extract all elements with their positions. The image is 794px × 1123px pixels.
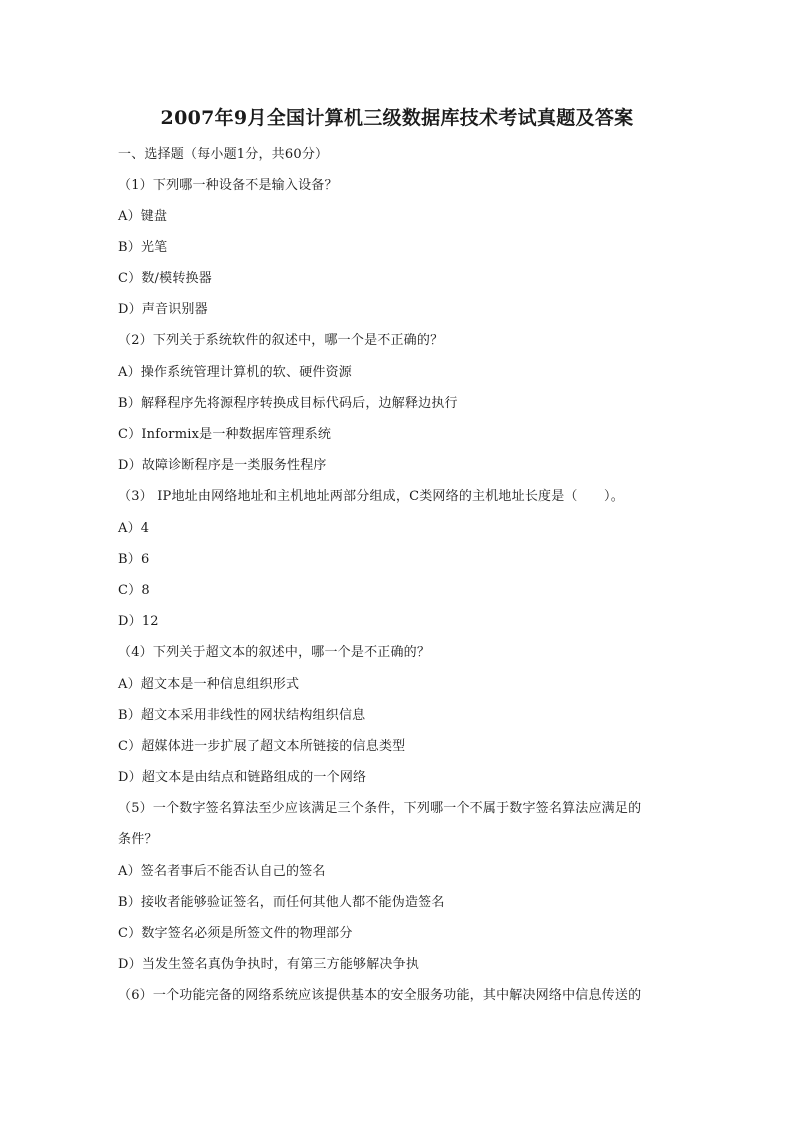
option-line: B）接收者能够验证签名，而任何其他人都不能伪造签名	[118, 895, 445, 910]
option-line: D）故障诊断程序是一类服务性程序	[118, 458, 327, 473]
option-line: B）6	[118, 552, 150, 567]
option-line: C）8	[118, 583, 150, 598]
option-line: B）光笔	[118, 240, 168, 255]
option-line: C）Informix是一种数据库管理系统	[118, 427, 332, 442]
question-6: （6）一个功能完备的网络系统应该提供基本的安全服务功能，其中解决网络中信息传送的	[118, 988, 642, 1003]
question-2: （2）下列关于系统软件的叙述中，哪一个是不正确的？	[118, 333, 444, 348]
option-line: C）数/模转换器	[118, 271, 212, 286]
option-line: A）操作系统管理计算机的软、硬件资源	[118, 365, 352, 380]
option-line: D）12	[118, 614, 159, 629]
option-line: B）解释程序先将源程序转换成目标代码后，边解释边执行	[118, 396, 458, 411]
question-5-continued: 条件？	[118, 832, 158, 847]
option-line: D）当发生签名真伪争执时，有第三方能够解决争执	[118, 957, 420, 972]
option-line: A）键盘	[118, 209, 168, 224]
option-line: A）超文本是一种信息组织形式	[118, 677, 300, 692]
section-heading: 一、选择题（每小题1分，共60分）	[118, 147, 329, 162]
option-line: C）超媒体进一步扩展了超文本所链接的信息类型	[118, 739, 406, 754]
question-4: （4）下列关于超文本的叙述中，哪一个是不正确的？	[118, 645, 431, 660]
question-5: （5）一个数字签名算法至少应该满足三个条件，下列哪一个不属于数字签名算法应满足的	[118, 801, 642, 816]
option-line: A）签名者事后不能否认自己的签名	[118, 864, 326, 879]
option-line: C）数字签名必须是所签文件的物理部分	[118, 926, 353, 941]
option-line: D）超文本是由结点和链路组成的一个网络	[118, 770, 367, 785]
document-title: 2007年9月全国计算机三级数据库技术考试真题及答案	[160, 107, 634, 129]
question-3: （3） IP地址由网络地址和主机地址两部分组成，C类网络的主机地址长度是（ ）。	[118, 489, 624, 504]
option-line: D）声音识别器	[118, 302, 208, 317]
option-line: B）超文本采用非线性的网状结构组织信息	[118, 708, 366, 723]
question-1: （1）下列哪一种设备不是输入设备？	[118, 178, 338, 193]
option-line: A）4	[118, 521, 150, 536]
